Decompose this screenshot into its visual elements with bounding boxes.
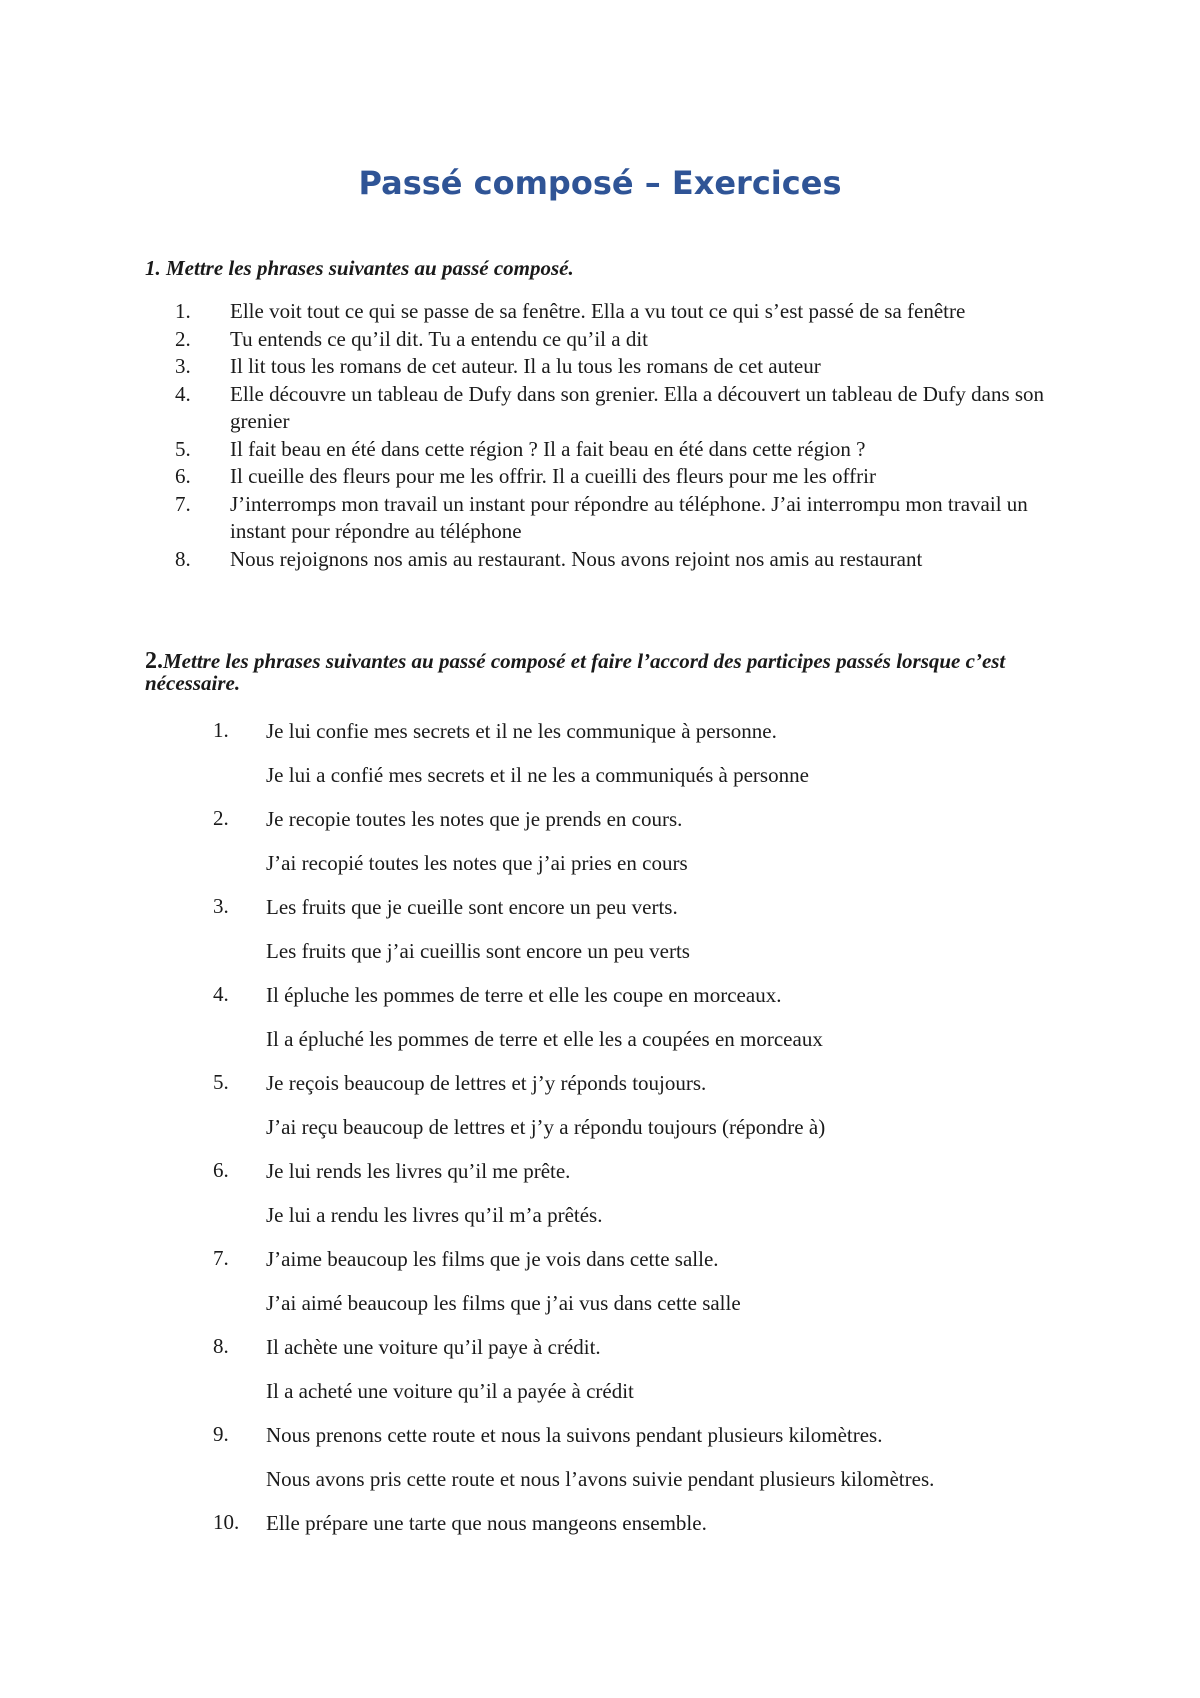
item-question: Je recopie toutes les notes que je prends en cours.	[266, 807, 683, 831]
item-text: Nous rejoignons nos amis au restaurant. Nous avons rejoint nos amis au restaurant	[230, 546, 923, 571]
item-question: Il épluche les pommes de terre et elle les coupe en morceaux.	[266, 983, 782, 1007]
item-answer: J’ai aimé beaucoup les films que j’ai vus dans cette salle	[266, 1291, 741, 1315]
item-number: 3.	[175, 354, 191, 378]
list-item	[0, 1510, 1200, 1598]
section2-list	[0, 718, 1200, 1598]
item-answer: Il a épluché les pommes de terre et elle les a coupées en morceaux	[266, 1027, 823, 1051]
item-number: 1.	[175, 299, 191, 323]
page-title: Passé composé – Exercices	[358, 164, 842, 202]
list-item	[0, 381, 1060, 436]
section2-heading	[145, 650, 1050, 694]
section1-heading: 1. Mettre les phrases suivantes au passé composé.	[145, 256, 574, 280]
item-question: Il achète une voiture qu’il paye à crédit.	[266, 1335, 601, 1359]
item-question: Je reçois beaucoup de lettres et j’y réponds toujours.	[266, 1071, 707, 1095]
item-text: Elle découvre un tableau de Dufy dans son grenier. Ella a découvert un tableau de Dufy dans son grenier	[230, 381, 1045, 433]
item-number: 8.	[213, 1334, 229, 1358]
item-question: Je lui confie mes secrets et il ne les communique à personne.	[266, 719, 777, 743]
section2-heading-text: Mettre les phrases suivantes au passé composé et faire l’accord des participes passés lorsque c’est nécessaire.	[145, 649, 1006, 695]
item-number: 7.	[213, 1246, 229, 1270]
item-number: 5.	[175, 436, 191, 461]
item-question: J’aime beaucoup les films que je vois dans cette salle.	[266, 1247, 719, 1271]
item-text: Il cueille des fleurs pour me les offrir. Il a cueilli des fleurs pour me les offrir	[230, 464, 876, 488]
item-text: Il fait beau en été dans cette région ? Il a fait beau en été dans cette région ?	[230, 436, 866, 461]
item-number: 6.	[213, 1158, 229, 1182]
item-text: J’interromps mon travail un instant pour répondre au téléphone. J’ai interrompu mon travail un instant pour répondre au téléphone	[230, 491, 1028, 543]
list-item	[0, 1334, 1200, 1422]
item-answer: Je lui a rendu les livres qu’il m’a prêtés.	[266, 1203, 603, 1227]
item-number: 6.	[175, 464, 191, 488]
item-number: 2.	[175, 326, 191, 351]
list-item	[0, 546, 1060, 574]
list-item	[0, 1158, 1200, 1246]
item-answer: J’ai recopié toutes les notes que j’ai pries en cours	[266, 851, 688, 875]
item-number: 1.	[213, 718, 229, 742]
list-item	[0, 718, 1200, 806]
item-answer: Il a acheté une voiture qu’il a payée à crédit	[266, 1379, 634, 1403]
list-item	[0, 491, 1060, 546]
item-question: Elle prépare une tarte que nous mangeons ensemble.	[266, 1511, 707, 1535]
item-number: 9.	[213, 1422, 229, 1446]
list-item	[0, 463, 1060, 491]
item-answer: Je lui a confié mes secrets et il ne les a communiqués à personne	[266, 763, 809, 787]
item-text: Il lit tous les romans de cet auteur. Il a lu tous les romans de cet auteur	[230, 354, 821, 378]
item-question: Nous prenons cette route et nous la suivons pendant plusieurs kilomètres.	[266, 1423, 883, 1447]
item-question: Je lui rends les livres qu’il me prête.	[266, 1159, 571, 1183]
item-answer: J’ai reçu beaucoup de lettres et j’y a répondu toujours (répondre à)	[266, 1115, 826, 1139]
item-text: Elle voit tout ce qui se passe de sa fenêtre. Ella a vu tout ce qui s’est passé de sa fenêtre	[230, 299, 966, 323]
item-question: Les fruits que je cueille sont encore un peu verts.	[266, 895, 678, 919]
list-item	[0, 1246, 1200, 1334]
list-item	[0, 894, 1200, 982]
item-number: 10.	[213, 1510, 240, 1534]
list-item	[0, 982, 1200, 1070]
item-number: 7.	[175, 491, 191, 516]
item-number: 4.	[175, 381, 191, 406]
list-item	[0, 1070, 1200, 1158]
item-number: 5.	[213, 1070, 229, 1094]
item-number: 4.	[213, 982, 229, 1006]
item-text: Tu entends ce qu’il dit. Tu a entendu ce qu’il a dit	[230, 326, 649, 351]
list-item	[0, 806, 1200, 894]
list-item	[0, 1422, 1200, 1510]
section2-heading-number: 2.	[145, 648, 163, 674]
item-answer: Nous avons pris cette route et nous l’avons suivie pendant plusieurs kilomètres.	[266, 1467, 935, 1491]
list-item	[0, 298, 1060, 326]
list-item	[0, 353, 1060, 381]
item-answer: Les fruits que j’ai cueillis sont encore un peu verts	[266, 939, 690, 963]
item-number: 8.	[175, 546, 191, 571]
list-item	[0, 326, 1060, 354]
item-number: 2.	[213, 806, 229, 830]
item-number: 3.	[213, 894, 229, 918]
list-item	[0, 436, 1060, 464]
section1-list	[0, 298, 1200, 573]
